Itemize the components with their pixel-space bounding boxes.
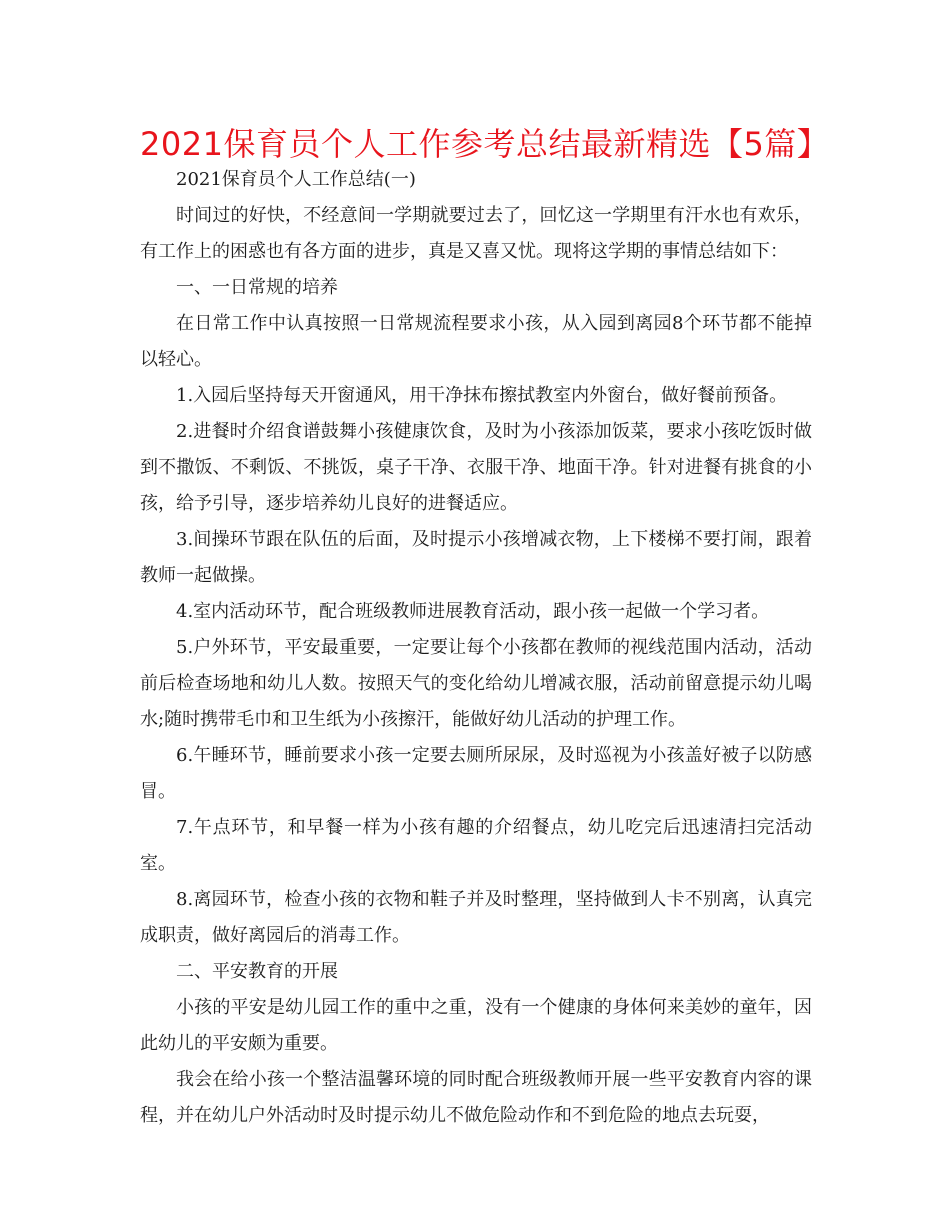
list-item: 5.户外环节，平安最重要，一定要让每个小孩都在教师的视线范围内活动，活动前后检查场地和幼儿人数。按照天气的变化给幼儿增减衣服，活动前留意提示幼儿喝水;随时携带毛巾和卫生纸为小孩擦汗，能做好幼儿活动的护理工作。: [140, 637, 812, 730]
list-item: 2.进餐时介绍食谱鼓舞小孩健康饮食，及时为小孩添加饭菜，要求小孩吃饭时做到不撒饭、不剩饭、不挑饭，桌子干净、衣服干净、地面干净。针对进餐有挑食的小孩，给予引导，逐步培养幼儿良好的进餐适应。: [140, 421, 812, 514]
section-heading-2: 二、平安教育的开展: [176, 961, 338, 982]
paragraph: 我会在给小孩一个整洁温馨环境的同时配合班级教师开展一些平安教育内容的课程，并在幼儿户外活动时及时提示幼儿不做危险动作和不到危险的地点去玩耍，: [140, 1069, 812, 1126]
paragraph-intro: 时间过的好快，不经意间一学期就要过去了，回忆这一学期里有汗水也有欢乐，有工作上的困惑也有各方面的进步，真是又喜又忧。现将这学期的事情总结如下：: [140, 205, 812, 262]
document-title: 2021保育员个人工作参考总结最新精选【5篇】: [140, 125, 830, 163]
list-item: 8.离园环节，检查小孩的衣物和鞋子并及时整理，坚持做到人卡不别离，认真完成职责，做好离园后的消毒工作。: [140, 889, 812, 946]
section-heading-1: 一、一日常规的培养: [176, 277, 338, 298]
document-body: [140, 162, 812, 1134]
list-item: 3.间操环节跟在队伍的后面，及时提示小孩增减衣物，上下楼梯不要打闹，跟着教师一起做操。: [140, 529, 812, 586]
list-item: 6.午睡环节，睡前要求小孩一定要去厕所尿尿，及时巡视为小孩盖好被子以防感冒。: [140, 745, 812, 802]
paragraph: 在日常工作中认真按照一日常规流程要求小孩，从入园到离园8个环节都不能掉以轻心。: [140, 313, 812, 370]
list-item: 4.室内活动环节，配合班级教师进展教育活动，跟小孩一起做一个学习者。: [176, 601, 770, 622]
paragraph-subtitle: 2021保育员个人工作总结(一): [176, 169, 416, 190]
list-item: 1.入园后坚持每天开窗通风，用干净抹布擦拭教室内外窗台，做好餐前预备。: [176, 385, 788, 406]
list-item: 7.午点环节，和早餐一样为小孩有趣的介绍餐点，幼儿吃完后迅速清扫完活动室。: [140, 817, 812, 874]
paragraph: 小孩的平安是幼儿园工作的重中之重，没有一个健康的身体何来美妙的童年，因此幼儿的平安颇为重要。: [140, 997, 812, 1054]
